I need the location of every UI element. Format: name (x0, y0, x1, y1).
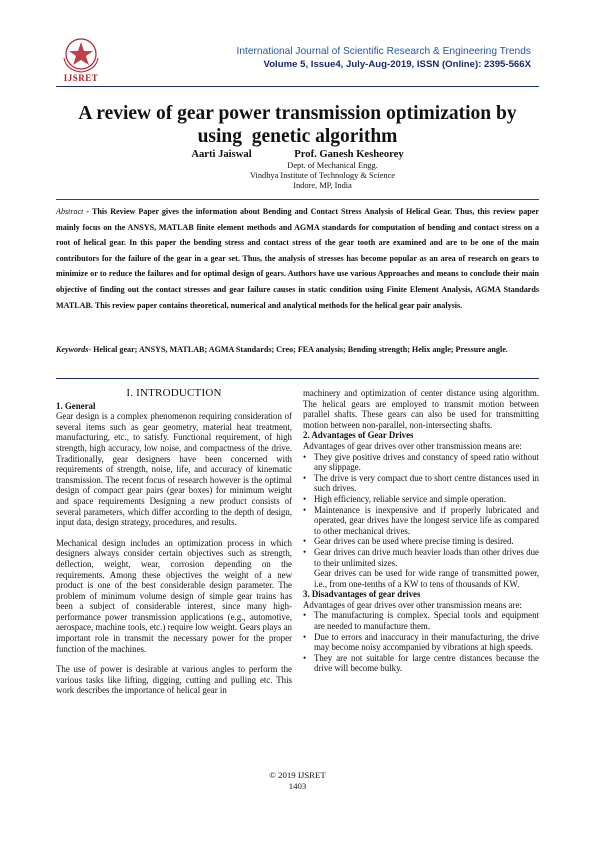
disadvantages-list (303, 610, 539, 674)
logo-text: IJSRET (63, 73, 99, 83)
bullet-icon: • (303, 451, 307, 462)
right-column (303, 388, 539, 674)
journal-logo (56, 34, 106, 88)
list-item: • High efficiency, reliable service and simple operation. (303, 493, 506, 504)
affiliation-line: Indore, MP, India (293, 181, 352, 190)
list-item: • They give positive drives and constancy of speed ratio without any slippage. (303, 451, 539, 473)
author-list (0, 149, 595, 160)
abstract-divider (56, 199, 539, 200)
list-item: • Maintenance is inexpensive and if properly lubricated and operated, gear drives have the longest service life as compared to other mechanical drives. (303, 504, 539, 536)
list-item: • The drive is very compact due to short centre distances used in such drives. (303, 472, 539, 494)
affiliation-line: Dept. of Mechanical Engg. (287, 161, 378, 170)
body-paragraph: Gear design is a complex phenomenon requiring consideration of several items such as gear geometry, material heat treatment, manufacturing, etc., to satisfy. Functional requirement, of high strength, high accuracy, low noise, and compactness of the drive. Traditionally, gear designers have been concerned with requirements of strength, noise, life, and accuracy of kinematic transmission. The recent focus of research however is the optimal design of compact gear pairs (gear boxes) for minimum weight and space requirements Designing a new product consists of several parameters, which differ according to the depth of design, input data, design strategy, procedures, and results. (56, 411, 292, 528)
list-intro: Advantages of gear drives over other transmission means are: (303, 440, 522, 451)
bullet-icon: • (303, 472, 307, 483)
paper-title-line-1: A review of gear power transmission optimization by (78, 103, 517, 124)
list-item-continuation: Gear drives can be used for wide range of transmitted power, i.e., from one-tenths of a KW to tens of thousands of KW. (314, 568, 539, 589)
bullet-icon: • (303, 504, 307, 515)
list-item: • Gear drives can drive much heavier loads than other drives due to their unlimited sizes. (303, 546, 539, 568)
body-divider (56, 378, 539, 379)
body-paragraph: The use of power is desirable at various angles to perform the various tasks like lifting, digging, cutting and pulling etc. This work describes the importance of helical gear in (56, 664, 292, 696)
body-paragraph: Mechanical design includes an optimization process in which designers always consider certain objectives such as strength, deflection, weight, wear, corrosion depending on the requirements. Among these objectives the weight of a new product is one of the best considerable design parameter. The problem of minimum volume design of simple gear trains has been a subject of considerable interest, since many high-performance power transmission applications (e.g., automotive, aerospace, machine tools, etc.) require low weight. Gears plays an important role in transmit the necessary power for the proper function of the machines. (56, 537, 292, 654)
list-intro: Advantages of gear drives over other transmission means are: (303, 599, 522, 610)
bullet-icon: • (303, 536, 307, 547)
paper-title (40, 102, 555, 148)
affiliation-line: Vindhya Institute of Technology & Science (249, 171, 396, 180)
journal-volume-issn: Volume 5, Issue4, July-Aug-2019, ISSN (Online): 2395-566X (263, 59, 531, 70)
header-divider (56, 86, 539, 87)
advantages-list (303, 452, 539, 590)
section-heading: I. INTRODUCTION (126, 387, 222, 399)
abstract-label: Abstract (56, 207, 84, 216)
footer-copyright: © 2019 IJSRET (269, 770, 326, 780)
page-number: 1403 (288, 781, 307, 791)
bullet-icon: • (303, 610, 307, 621)
bullet-icon: • (303, 631, 307, 642)
list-item: • The manufacturing is complex. Special tools and equipment are needed to manufacture them. (303, 610, 539, 632)
subsection-heading: 2. Advantages of Gear Drives (303, 430, 414, 441)
list-item: • Gear drives can be used where precise timing is desired. (303, 536, 514, 547)
left-column (56, 388, 292, 696)
paper-title-line-2: using genetic algorithm (197, 126, 398, 147)
journal-name: International Journal of Scientific Research & Engineering Trends (236, 46, 531, 57)
author-name: Aarti Jaiswal (191, 149, 252, 160)
keywords-label: Keywords- (56, 345, 92, 354)
list-item: • Due to errors and inaccuracy in their manufacturing, the drive may become noisy accompanied by vibrations at high speeds. (303, 631, 539, 653)
keywords-text: Helical gear; ANSYS, MATLAB; AGMA Standards; Creo; FEA analysis; Bending strength; Helix angle; Pressure angle. (91, 345, 508, 354)
keywords (56, 342, 539, 358)
bullet-icon: • (303, 546, 307, 557)
bullet-icon: • (303, 652, 307, 663)
author-name: Prof. Ganesh Kesheorey (294, 149, 404, 160)
body-paragraph: machinery and optimization of center distance using algorithm. The helical gears are employed to transmit motion between parallel shafts. These gears can also be used for transmitting motion between non-parallel, non-intersecting shafts. (303, 388, 539, 430)
abstract-text: - This Review Paper gives the information about Bending and Contact Stress Analysis of Helical Gear. Thus, this review paper mainly focus on the ANSYS, MATLAB finite element methods and AGMA standards for computation of bending and contact stress on a root of helical gear. In this paper the bending stress and contact stress of the gear tooth are examined and are to be one of the main contributors for the failure of the gear in a gear set. Thus, the analysis of stresses has become popular as an area of research on gears to minimize or to reduce the failures and for optimal design of gears. Authors have use various Approaches and means to conclude their main objective of finding out the contact stresses and gear failure causes in static condition using Finite Element Analysis, AGMA Standards MATLAB. This review paper contains theoretical, numerical and analytical methods for the helical gear pair analysis. (56, 207, 539, 310)
subsection-heading: 1. General (56, 400, 96, 411)
bullet-icon: • (303, 493, 307, 504)
subsection-heading: 3. Disadvantages of gear drives (303, 589, 421, 600)
abstract (56, 204, 539, 313)
list-item: • They are not suitable for large centre distances because the drive will become bulky. (303, 652, 539, 674)
